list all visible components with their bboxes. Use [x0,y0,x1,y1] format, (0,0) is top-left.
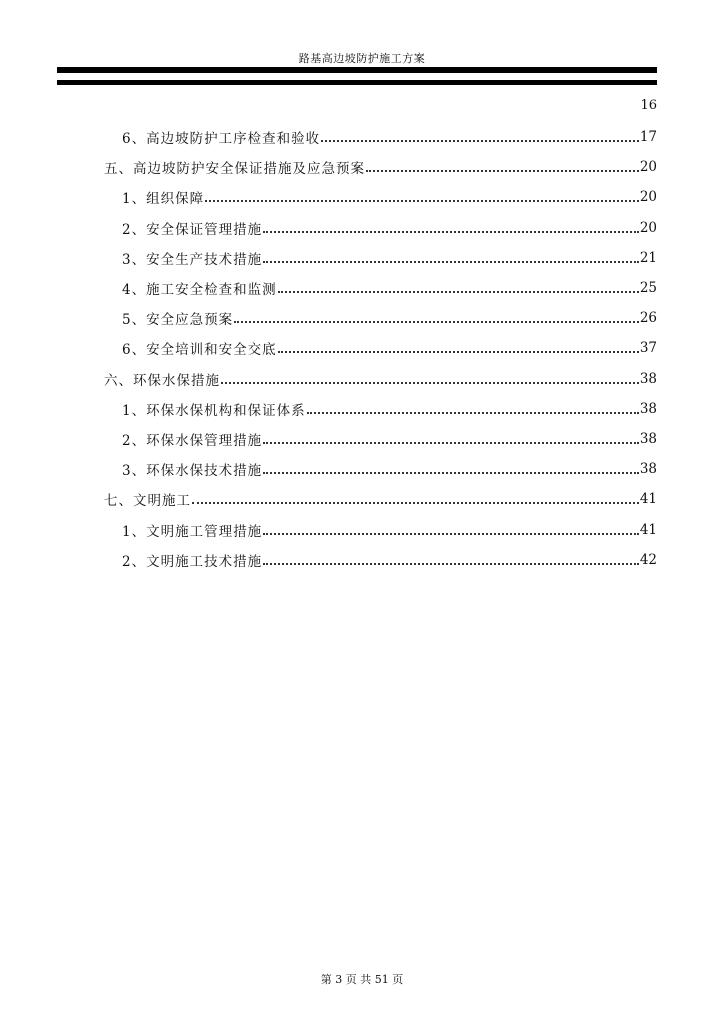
toc-dot-leader [205,188,639,202]
toc-entry-label: 七、文明施工 [104,493,191,510]
toc-entry-page: 38 [639,400,657,417]
toc-entry-label: 1、环保水保机构和保证体系 [122,402,306,419]
toc-entry-label: 3、安全生产技术措施 [122,251,263,268]
toc-dot-leader [263,430,639,444]
toc-entry[interactable] [104,155,657,179]
toc-entry[interactable] [122,246,657,270]
toc-dot-leader [278,339,639,353]
toc-entry-label: 4、施工安全检查和监测 [122,282,277,298]
toc-carryover-page-number: 16 [640,98,657,113]
toc-entry[interactable] [122,185,657,209]
toc-dot-leader [366,158,639,172]
toc-entry-page: 20 [639,159,657,176]
page-footer: 第 3 页 共 51 页 [320,973,404,986]
toc-dot-leader [321,128,639,142]
header-rule-bottom [57,80,657,85]
toc-dot-leader [278,279,639,293]
toc-entry[interactable] [122,336,657,360]
toc-entry[interactable] [122,306,657,330]
toc-entry[interactable] [104,367,657,391]
toc-entry-label: 五、高边坡防护安全保证措施及应急预案 [104,161,365,178]
toc-entry-page: 20 [639,189,657,206]
toc-entry-page: 42 [639,551,657,568]
toc-entry-page: 21 [639,249,657,266]
toc-entry[interactable] [122,518,657,542]
toc-entry[interactable] [122,276,657,300]
toc-dot-leader [307,400,639,414]
toc-entry[interactable] [122,548,657,572]
toc-entry-page: 38 [639,461,657,478]
toc-entry-label: 1、文明施工管理措施 [122,523,263,540]
toc-entry-page: 25 [639,280,657,296]
toc-entry-page: 41 [639,521,657,538]
toc-dot-leader [221,370,639,384]
toc-entry[interactable] [104,487,657,511]
header-rule-top [57,67,657,73]
toc-entry-page: 26 [639,310,657,327]
toc-entry-label: 1、组织保障 [122,191,205,208]
toc-dot-leader [263,460,639,474]
toc-dot-leader [263,219,639,233]
toc-entry-label: 5、安全应急预案 [122,312,234,329]
toc-entry-label: 3、环保水保技术措施 [122,463,263,480]
toc-entry-page: 17 [639,129,657,145]
toc-entry[interactable] [122,216,657,240]
toc-entry-page: 41 [639,491,657,508]
toc-entry[interactable] [122,397,657,421]
toc-entry-label: 6、安全培训和安全交底 [122,342,277,359]
toc-entry-label: 2、环保水保管理措施 [122,433,263,449]
toc-dot-leader [263,521,639,535]
toc-entry-label: 2、安全保证管理措施 [122,221,263,238]
toc-entry-page: 38 [639,431,657,447]
toc-entry-page: 20 [639,219,657,236]
toc-entry-label: 6、高边坡防护工序检查和验收 [122,131,321,147]
toc-entry-page: 37 [639,340,657,357]
toc-entry[interactable] [122,125,657,149]
header-title: 路基高边坡防护施工方案 [298,52,426,65]
toc-dot-leader [192,490,639,504]
toc-entry-label: 六、环保水保措施 [104,372,220,389]
toc-entry[interactable] [122,427,657,451]
toc-dot-leader [263,551,639,565]
toc-dot-leader [234,309,639,323]
toc-dot-leader [263,249,639,263]
toc-entry[interactable] [122,457,657,481]
toc-entry-page: 38 [639,370,657,387]
toc-entry-label: 2、文明施工技术措施 [122,553,263,570]
